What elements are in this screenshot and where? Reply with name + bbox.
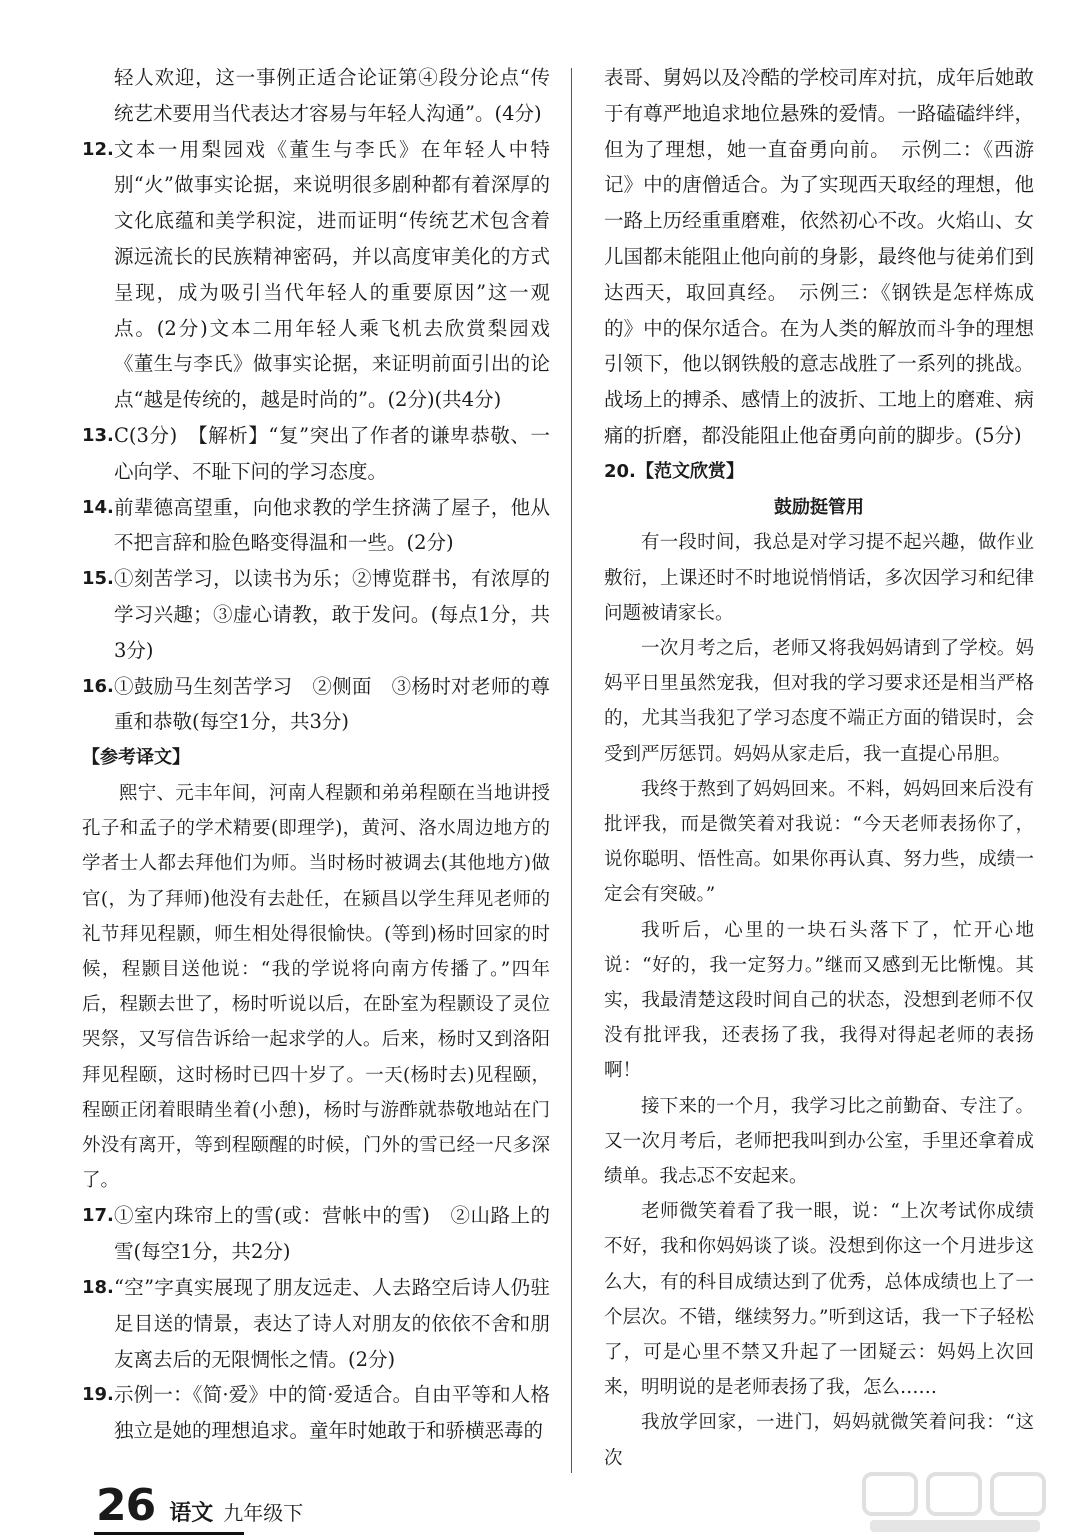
item-text: “空”字真实展现了朋友远走、人去路空后诗人仍驻足目送的情景，表达了诗人对朋友的依依不舍和朋友离去后的无限惆怅之情。(2分) <box>114 1275 550 1371</box>
item-text: ①室内珠帘上的雪(或：营帐中的雪) ②山路上的雪(每空1分，共2分) <box>114 1204 550 1264</box>
essay-paragraph: 有一段时间，我总是对学习提不起兴趣，做作业敷衍，上课还时不时地说悄悄话，多次因学习和纪律问题被请家长。 <box>604 532 1034 624</box>
answer-item-12 <box>82 132 550 418</box>
page-footer <box>96 1480 304 1531</box>
answer-item-19 <box>82 1377 550 1449</box>
answer-item-15 <box>82 561 550 668</box>
item-number: 18. <box>82 1276 114 1298</box>
item-text: 示例一：《简·爱》中的简·爱适合。自由平等和人格独立是她的理想追求。童年时她敢于和骄横恶毒的 <box>114 1383 550 1443</box>
page-number: 26 <box>96 1480 156 1531</box>
item-text: 前辈德高望重，向他求教的学生挤满了屋子，他从不把言辞和脸色略变得温和一些。(2分) <box>114 495 550 555</box>
essay-paragraph: 我放学回家，一进门，妈妈就微笑着问我：“这次 <box>604 1412 1034 1469</box>
answer-item-14 <box>82 490 550 562</box>
item-text: ①刻苦学习，以读书为乐；②博览群书，有浓厚的学习兴趣；③虚心请教，敢于发问。(每点1分，共3分) <box>114 567 550 662</box>
item-text: C(3分) 【解析】“复”突出了作者的谦卑恭敬、一心向学、不耻下问的学习态度。 <box>114 423 550 483</box>
right-column <box>604 60 1034 1476</box>
item-text: 文本一用梨园戏《董生与李氏》在年轻人中特别“火”做事实论据，来说明很多剧种都有着深厚的文化底蕴和美学积淀，进而证明“传统艺术包含着源远流长的民族精神密码，并以高度审美化的方式呈现，成为吸引当代年轻人的重要原因”这一观点。(2分)文本二用年轻人乘飞机去欣赏梨园戏《董生与李氏》做事实论据，来证明前面引出的论点“越是传统的，越是时尚的”。(2分)(共4分) <box>114 137 550 412</box>
model-essay-heading: 【范文欣赏】 <box>636 460 744 482</box>
footer-underline <box>94 1532 244 1535</box>
answer-item-16 <box>82 669 550 741</box>
item-number: 15. <box>82 568 114 590</box>
item-11-continuation: 轻人欢迎，这一事例正适合论证第④段分论点“传统艺术要用当代表达才容易与年轻人沟通”。(4分) <box>114 66 550 125</box>
item-number: 19. <box>82 1384 114 1406</box>
answer-item-13 <box>82 418 550 490</box>
item-number: 14. <box>82 496 114 518</box>
item-number: 20. <box>604 460 636 482</box>
essay-paragraph: 接下来的一个月，我学习比之前勤奋、专注了。又一次月考后，老师把我叫到办公室，手里还拿着成绩单。我忐忑不安起来。 <box>604 1095 1034 1188</box>
answer-item-18 <box>82 1270 550 1377</box>
essay-title: 鼓励挺管用 <box>774 496 864 518</box>
subject-label: 语文 <box>169 1501 214 1526</box>
item-number: 17. <box>82 1205 114 1227</box>
grade-label: 九年级下 <box>223 1501 304 1525</box>
item-number: 16. <box>82 675 114 697</box>
item-text: ①鼓励马生刻苦学习 ②侧面 ③杨时对老师的尊重和恭敬(每空1分，共3分) <box>114 674 550 734</box>
reference-translation-text: 熙宁、元丰年间，河南人程颢和弟弟程颐在当地讲授孔子和孟子的学术精要(即理学)，黄河、洛水周边地方的学者士人都去拜他们为师。当时杨时被调去(其他地方)做官(，为了拜师)他没有去赴任，在颍昌以学生拜见老师的礼节拜见程颢，师生相处得很愉快。(等到)杨时回家的时候，程颢目送他说：“我的学说将向南方传播了。”四年后，程颢去世了，杨时听说以后，在卧室为程颢设了灵位哭祭，又写信告诉给一起求学的人。后来，杨时又到洛阳拜见程颐，这时杨时已四十岁了。一天(杨时去)见程颐，程颐正闭着眼睛坐着(小憩)，杨时与游酢就恭敬地站在门外没有离开，等到程颐醒的时候，门外的雪已经一尺多深了。 <box>82 782 550 1192</box>
mxqe-watermark-logo-icon <box>860 1470 1060 1536</box>
left-column <box>82 60 550 1449</box>
reference-translation-heading: 【参考译文】 <box>82 747 190 769</box>
essay-paragraph: 一次月考之后，老师又将我妈妈请到了学校。妈妈平日里虽然宠我，但对我的学习要求还是相当严格的，尤其当我犯了学习态度不端正方面的错误时，会受到严厉惩罚。妈妈从家走后，我一直提心吊胆。 <box>604 637 1034 765</box>
item-19-continuation: 表哥、舅妈以及冷酷的学校司库对抗，成年后她敢于有尊严地追求地位悬殊的爱情。一路磕磕绊绊，但为了理想，她一直奋勇向前。 示例二：《西游记》中的唐僧适合。为了实现西天取经的理想，他一路上历经重重磨难，依然初心不改。火焰山、女儿国都未能阻止他向前的身影，最终他与徒弟们到达西天，取回真经。 示例三：《钢铁是怎样炼成的》中的保尔适合。在为人类的解放而斗争的理想引领下，他以钢铁般的意志战胜了一系列的挑战。战场上的搏杀、感情上的波折、工地上的磨难、病痛的折磨，都没能阻止他奋勇向前的脚步。(5分) <box>604 66 1034 447</box>
item-number: 13. <box>82 424 114 446</box>
column-divider <box>571 68 572 1473</box>
essay-paragraph: 我终于熬到了妈妈回来。不料，妈妈回来后没有批评我，而是微笑着对我说：“今天老师表扬你了，说你聪明、悟性高。如果你再认真、努力些，成绩一定会有突破。” <box>604 778 1034 906</box>
essay-paragraph: 老师微笑着看了我一眼，说：“上次考试你成绩不好，我和你妈妈谈了谈。没想到你这一个月进步这么大，有的科目成绩达到了优秀，总体成绩也上了一个层次。不错，继续努力。”听到这话，我一下子轻松了，可是心里不禁又升起了一团疑云：妈妈上次回来，明明说的是老师表扬了我，怎么…… <box>604 1201 1034 1399</box>
answer-item-17 <box>82 1198 550 1270</box>
essay-paragraph: 我听后，心里的一块石头落下了，忙开心地说：“好的，我一定努力。”继而又感到无比惭愧。其实，我最清楚这段时间自己的状态，没想到老师不仅没有批评我，还表扬了我，我得对得起老师的表扬啊！ <box>604 919 1034 1082</box>
item-number: 12. <box>82 138 114 160</box>
answer-item-20 <box>604 454 1034 490</box>
